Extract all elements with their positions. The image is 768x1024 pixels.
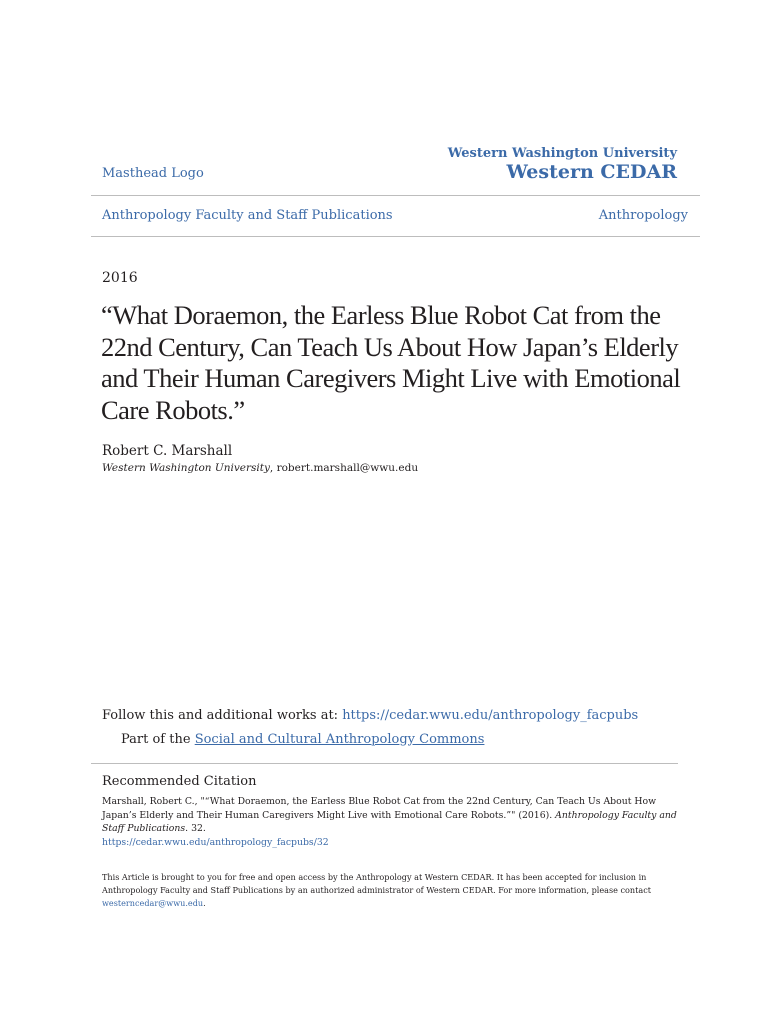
university-name: Western Washington University bbox=[447, 146, 677, 161]
contact-email-link[interactable]: westerncedar@wwu.edu bbox=[102, 898, 204, 908]
header-divider bbox=[91, 195, 700, 196]
follow-line bbox=[102, 708, 638, 723]
part-of-line bbox=[121, 732, 484, 747]
citation-divider bbox=[91, 763, 678, 764]
part-of-label: Part of the bbox=[121, 732, 195, 747]
masthead-logo-link[interactable]: Masthead Logo bbox=[102, 166, 204, 181]
citation-end: . 32. bbox=[185, 823, 206, 834]
affiliation-name: Western Washington University bbox=[102, 462, 270, 474]
follow-url-link[interactable]: https://cedar.wwu.edu/anthropology_facpubs bbox=[342, 708, 639, 723]
commons-link[interactable]: Social and Cultural Anthropology Commons bbox=[194, 732, 485, 747]
repository-name-link[interactable]: Western CEDAR bbox=[506, 161, 677, 183]
affiliation-separator: , bbox=[269, 462, 277, 474]
collection-divider bbox=[91, 236, 700, 237]
citation-series: Anthropology Faculty and Staff Publications bbox=[102, 809, 677, 834]
footer-text: This Article is brought to you for free and open access by the Anthropology at Western CEDAR. It has been accepted for inclusion in Anthropology Faculty and Staff Publications by an authorized administrator of Western CEDAR. For more information, please contact bbox=[102, 872, 651, 895]
footer-end: . bbox=[203, 898, 206, 908]
publication-year: 2016 bbox=[102, 270, 138, 286]
author-affiliation bbox=[102, 462, 418, 474]
collection-link[interactable]: Anthropology Faculty and Staff Publications bbox=[102, 208, 393, 223]
author-email: robert.marshall@wwu.edu bbox=[276, 462, 419, 474]
citation-main: Marshall, Robert C., "“What Doraemon, the Earless Blue Robot Cat from the 22nd Century, Can Teach Us About How Japan’s Elderly and Their Human Caregivers Might Live with Emotional Care Robots.”" (2016). bbox=[102, 796, 657, 821]
department-link[interactable]: Anthropology bbox=[598, 208, 688, 223]
footer-notice bbox=[102, 871, 682, 910]
citation-heading: Recommended Citation bbox=[102, 774, 257, 789]
citation-text bbox=[102, 795, 682, 849]
article-title: “What Doraemon, the Earless Blue Robot Cat from the 22nd Century, Can Teach Us About How Japan’s Elderly and Their Human Caregivers Might Live with Emotional Care Robots.” bbox=[101, 300, 681, 425]
citation-url-link[interactable]: https://cedar.wwu.edu/anthropology_facpubs/32 bbox=[102, 836, 329, 848]
author-name: Robert C. Marshall bbox=[102, 443, 233, 459]
follow-label: Follow this and additional works at: bbox=[102, 708, 343, 723]
